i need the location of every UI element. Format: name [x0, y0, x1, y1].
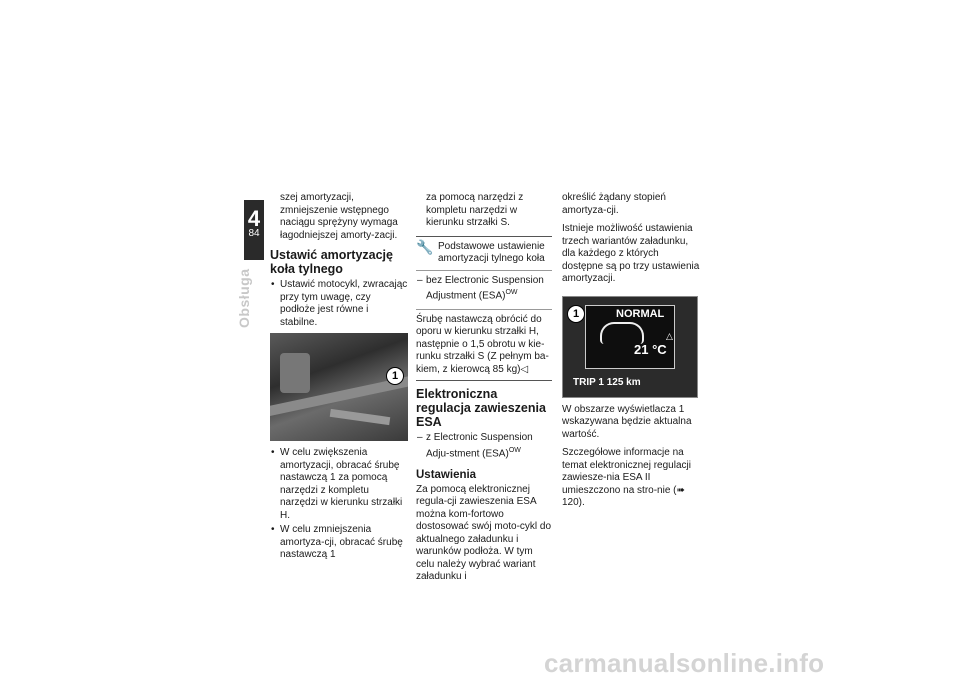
chapter-label: Obsługa — [236, 268, 252, 328]
page-number: 84 — [248, 228, 260, 239]
paragraph: Istnieje możliwość ustawienia trzech wariantów załadunku, dla każdego z których dostępne są po trzy ustawienia amortyzacji. — [562, 223, 700, 284]
trip-readout: TRIP 1 125 km — [573, 376, 641, 388]
note-condition — [416, 271, 552, 310]
list-item: • W celu zmniejszenia amortyza-cji, obracać śrubę nastawczą 1 — [270, 524, 408, 562]
column-2 — [416, 192, 552, 590]
paragraph: szej amortyzacji, zmniejszenie wstępnego naciągu sprężyny wymaga łagodniejszej amorty-zacji. — [280, 192, 398, 241]
note-body: Śrubę nastawczą obrócić do oporu w kierunku strzałki H, następnie o 1,5 obrotu w kie-runku strzałki S (Z pełnym ba-kiem, z kierowcą 85 kg)◁ — [416, 313, 549, 375]
rider-icon — [600, 322, 644, 344]
callout-marker: 1 — [386, 367, 404, 385]
column-3 — [562, 192, 700, 516]
note-header — [416, 237, 552, 271]
bullet-list — [270, 279, 408, 329]
list-item: • Ustawić motocykl, zwracając przy tym uwagę, czy podłoże jest równe i stabilne. — [270, 279, 408, 329]
paragraph: za pomocą narzędzi z kompletu narzędzi w kierunku strzałki S. — [426, 192, 524, 228]
subheading: Ustawienia — [416, 468, 477, 481]
list-item: – bez Electronic Suspension Adjustment (ESA)$^{OW}$ — [416, 275, 552, 303]
display-screen — [585, 305, 675, 369]
paragraph: W obszarze wyświetlacza 1 wskazywana będzie aktualna wartość. — [562, 403, 692, 440]
wrench-icon: 🔧 — [416, 238, 434, 255]
bullet-list — [270, 447, 408, 562]
chapter-number: 4 — [247, 206, 261, 231]
shock-absorber-photo — [270, 333, 408, 441]
list-item: – z Electronic Suspension Adju-stment (ESA)$^{OW}$ — [416, 432, 552, 460]
note-box — [416, 236, 552, 382]
paragraph: Szczegółowe informacje na temat elektronicznej regulacji zawiesze-nia ESA II umieszczono na stro-nie (➠ 120). — [562, 447, 691, 508]
section-heading: Ustawić amortyzację koła tylnego — [270, 248, 393, 276]
dashboard-display-image — [562, 296, 698, 398]
thermometer-icon: △ — [666, 330, 673, 341]
callout-marker: 1 — [567, 305, 585, 323]
temperature: 21 °C — [634, 341, 667, 357]
watermark: carmanualsonline.info — [544, 648, 825, 678]
dash-list — [416, 432, 552, 460]
suspension-mode: NORMAL — [616, 307, 665, 320]
note-title: Podstawowe ustawienie amortyzacji tylnego koła — [438, 240, 545, 264]
column-1 — [270, 192, 408, 566]
list-item: • W celu zwiększenia amortyzacji, obracać śrubę nastawczą 1 za pomocą narzędzi z kompletu narzędzi w kierunku strzałki H. — [270, 447, 408, 522]
section-heading: Elektroniczna regulacja zawieszenia ESA — [416, 387, 546, 430]
paragraph: określić żądany stopień amortyza-cji. — [562, 192, 666, 216]
paragraph: Za pomocą elektronicznej regula-cji zawieszenia ESA można kom-fortowo dostosować swój moto-cykl do aktualnego załadunku i warunków podłoża. W tym celu należy wybrać wariant załadunku i — [416, 483, 552, 583]
